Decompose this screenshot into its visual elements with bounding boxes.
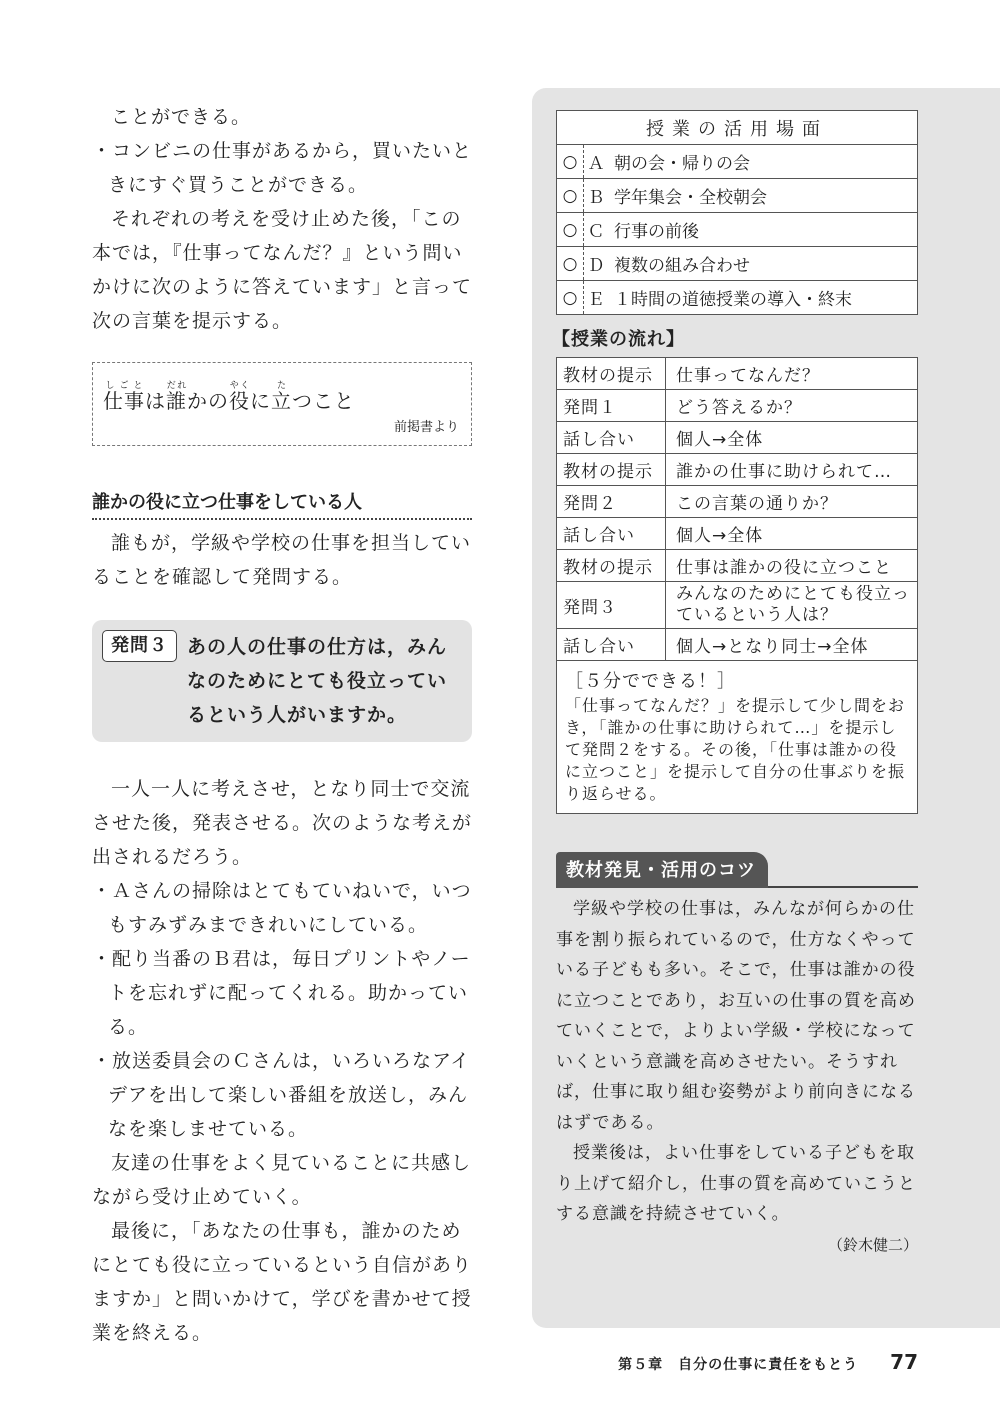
table-row <box>557 629 918 661</box>
scene-text: 複数の組み合わせ <box>608 247 918 281</box>
tips-heading-bar <box>556 850 918 888</box>
paragraph: 最後に，「あなたの仕事も，誰かのためにとても役に立っているという自信がありますか」と問いかけて，学びを書かせて授業を終える。 <box>92 1220 473 1344</box>
left-column <box>92 100 472 1350</box>
flow-step-label: 発問１ <box>557 390 666 422</box>
flow-step-content: 個人→全体 <box>666 422 918 454</box>
flow-step-content: 個人→となり同士→全体 <box>666 629 918 661</box>
question-text: あの人の仕事の仕方は，みんなのためにとても役立っているという人がいますか。 <box>187 636 448 726</box>
flow-step-content: どう答えるか？ <box>666 390 918 422</box>
table-row <box>557 518 918 550</box>
table-row <box>557 422 918 454</box>
flow-step-label: 話し合い <box>557 422 666 454</box>
question-box <box>92 620 472 742</box>
tips-heading: 教材発見・活用のコツ <box>556 852 768 888</box>
usage-scenes-table <box>556 110 918 315</box>
flow-step-label: 発問２ <box>557 486 666 518</box>
flow-step-label: 発問３ <box>557 582 666 629</box>
sidebar-content <box>552 110 918 1255</box>
flow-step-content: 仕事は誰かの役に立つこと <box>666 550 918 582</box>
scene-text: 学年集会・全校朝会 <box>608 179 918 213</box>
five-minute-tip <box>556 661 918 814</box>
flow-step-label: 教材の提示 <box>557 358 666 390</box>
question-label: 発問３ <box>102 630 177 662</box>
flow-step-content: みんなのためにとても役立っているという人は？ <box>666 582 918 629</box>
flow-step-label: 教材の提示 <box>557 454 666 486</box>
paragraph: それぞれの考えを受け止めた後，「この本では，『仕事ってなんだ？』という問いかけに次のように答えています」と言って次の言葉を提示する。 <box>92 208 473 332</box>
tip-title: ［５分でできる！］ <box>565 671 736 692</box>
circle-mark: ○ <box>557 145 584 179</box>
paragraph: 誰もが，学級や学校の仕事を担当していることを確認して発問する。 <box>92 532 472 588</box>
scene-letter: Ｅ <box>584 281 609 315</box>
scene-letter: Ａ <box>584 145 609 179</box>
table-row <box>557 145 918 179</box>
quote-source: 前掲書より <box>393 420 459 435</box>
bullet-item: ・配り当番のＢ君は，毎日プリントやノートを忘れずに配ってくれる。助かっている。 <box>92 948 471 1038</box>
paragraph: ことができる。 <box>111 106 252 128</box>
flow-step-content: 誰かの仕事に助けられて… <box>666 454 918 486</box>
circle-mark: ○ <box>557 179 584 213</box>
bullet-item: ・Ａさんの掃除はとてもていねいで，いつもすみずみまできれいにしている。 <box>92 880 472 936</box>
bullet-item: ・コンビニの仕事があるから，買いたいときにすぐ買うことができる。 <box>92 140 473 196</box>
flow-step-content: 仕事ってなんだ？ <box>666 358 918 390</box>
page-footer <box>618 1350 918 1374</box>
usage-scenes-title: 授業の活用場面 <box>557 111 918 145</box>
flow-step-label: 話し合い <box>557 629 666 661</box>
chapter-title: 第５章 自分の仕事に責任をもとう <box>618 1357 859 1373</box>
paragraph: 一人一人に考えさせ，となり同士で交流させた後，発表させる。次のような考えが出されるだろう。 <box>92 778 473 868</box>
lesson-flow-title: 【授業の流れ】 <box>552 329 685 350</box>
quote-text: 仕事しごとは誰だれかの役やくに立たつこと <box>103 381 355 413</box>
page-number: 77 <box>890 1350 918 1374</box>
flow-step-label: 話し合い <box>557 518 666 550</box>
quote-box <box>92 362 472 446</box>
tip-text: 「仕事ってなんだ？」を提示して少し間をおき，「誰かの仕事に助けられて…」を提示して発問２をする。その後，「仕事は誰かの役に立つこと」を提示して自分の仕事ぶりを振り返らせる。 <box>565 696 906 803</box>
paragraph: 友達の仕事をよく見ていることに共感しながら受け止めていく。 <box>92 1152 472 1208</box>
author: （鈴木健二） <box>827 1235 918 1254</box>
scene-text: 朝の会・帰りの会 <box>608 145 918 179</box>
table-row <box>557 550 918 582</box>
section-heading: 誰かの役に立つ仕事をしている人 <box>92 488 472 520</box>
lesson-flow-table <box>556 357 918 661</box>
bullet-item: ・放送委員会のＣさんは，いろいろなアイデアを出して楽しい番組を放送し，みんなを楽しませている。 <box>92 1050 471 1140</box>
flow-step-label: 教材の提示 <box>557 550 666 582</box>
table-row <box>557 486 918 518</box>
table-row <box>557 179 918 213</box>
tips-paragraph: 授業後は，よい仕事をしている子どもを取り上げて紹介し，仕事の質を高めていこうとする意識を持続させていく。 <box>556 1143 916 1224</box>
circle-mark: ○ <box>557 247 584 281</box>
circle-mark: ○ <box>557 213 584 247</box>
table-row <box>557 358 918 390</box>
scene-letter: Ｂ <box>584 179 609 213</box>
table-row <box>557 281 918 315</box>
flow-step-content: この言葉の通りか？ <box>666 486 918 518</box>
table-row <box>557 390 918 422</box>
table-row <box>557 247 918 281</box>
tips-paragraph: 学級や学校の仕事は，みんなが何らかの仕事を割り振られているので，仕方なくやっている子どもも多い。そこで，仕事は誰かの役に立つことであり，お互いの仕事の質を高めていくことで，よりよい学級・学校になっていくという意識を高めさせたい。そうすれば，仕事に取り組む姿勢がより前向きになるはずである。 <box>556 899 916 1133</box>
table-row <box>557 582 918 629</box>
scene-letter: Ｄ <box>584 247 609 281</box>
table-row <box>557 213 918 247</box>
scene-text: １時間の道徳授業の導入・終末 <box>608 281 918 315</box>
flow-step-content: 個人→全体 <box>666 518 918 550</box>
table-row <box>557 454 918 486</box>
circle-mark: ○ <box>557 281 584 315</box>
scene-letter: Ｃ <box>584 213 609 247</box>
scene-text: 行事の前後 <box>608 213 918 247</box>
